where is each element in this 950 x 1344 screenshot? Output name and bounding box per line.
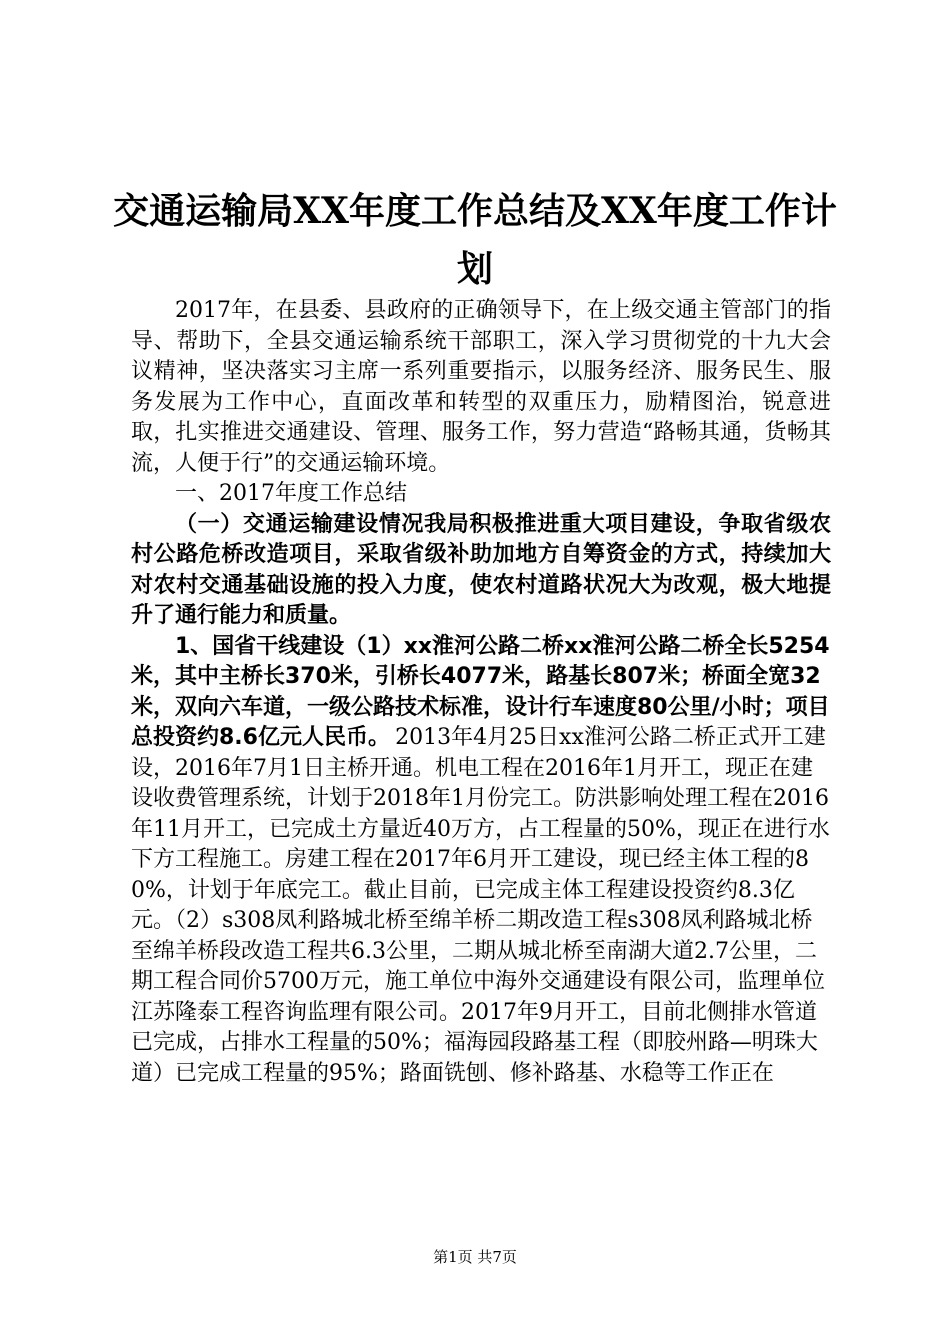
document-title: 交通运输局XX年度工作总结及XX年度工作计划 — [113, 190, 837, 290]
bridge-project-paragraph: 1、国省干线建设（1）xx淮河公路二桥xx淮河公路二桥全长5254米，其中主桥长370米，引桥长4077米，路基长807米；桥面全宽32米，双向六车道，一级公路技术标准，设计行车速度80公里/小时；项目总投资约8.6亿元人民币。 — [131, 633, 830, 750]
subsection-paragraph: （一）交通运输建设情况我局积极推进重大项目建设，争取省级农村公路危桥改造项目，采取省级补助加地方自筹资金的方式，持续加大对农村交通基础设施的投入力度，使农村道路状况大为改观，极大地提升了通行能力和质量。 — [131, 511, 831, 628]
document-body — [131, 296, 831, 1089]
construction-progress-paragraph: 2013年4月25日xx淮河公路二桥正式开工建设，2016年7月1日主桥开通。机电工程在2016年1月开工，现正在建设收费管理系统，计划于2018年1月份完工。防洪影响处理工程在2016年11月开工，已完成土方量近40万方，占工程量的50%，现正在进行水下方工程施工。房建工程在2017年6月开工建设，现已经主体工程的80%，计划于年底完工。截止目前，已完成主体工程建设投资约8.3亿元。（2）s308凤利路城北桥至绵羊桥二期改造工程s308凤利路城北桥至绵羊桥段改造工程共6.3公里，二期从城北桥至南湖大道2.7公里，二期工程合同价5700万元，施工单位中海外交通建设有限公司，监理单位江苏隆泰工程咨询监理有限公司。2017年9月开工，目前北侧排水管道已完成，占排水工程量的50%；福海园段路基工程（即胶州路—明珠大道）已完成工程量的95%；路面铣刨、修补路基、水稳等工作正在 — [131, 725, 830, 1086]
section-heading: 一、2017年度工作总结 — [175, 481, 407, 506]
intro-paragraph: 2017年，在县委、县政府的正确领导下，在上级交通主管部门的指导、帮助下，全县交通运输系统干部职工，深入学习贯彻党的十九大会议精神，坚决落实习主席一系列重要指示，以服务经济、服务民生、服务发展为工作中心，直面改革和转型的双重压力，励精图治，锐意进取，扎实推进交通建设、管理、服务工作，努力营造“路畅其通，货畅其流，人便于行”的交通运输环境。 — [131, 298, 831, 476]
page-footer: 第1页 共7页 — [433, 1248, 517, 1266]
